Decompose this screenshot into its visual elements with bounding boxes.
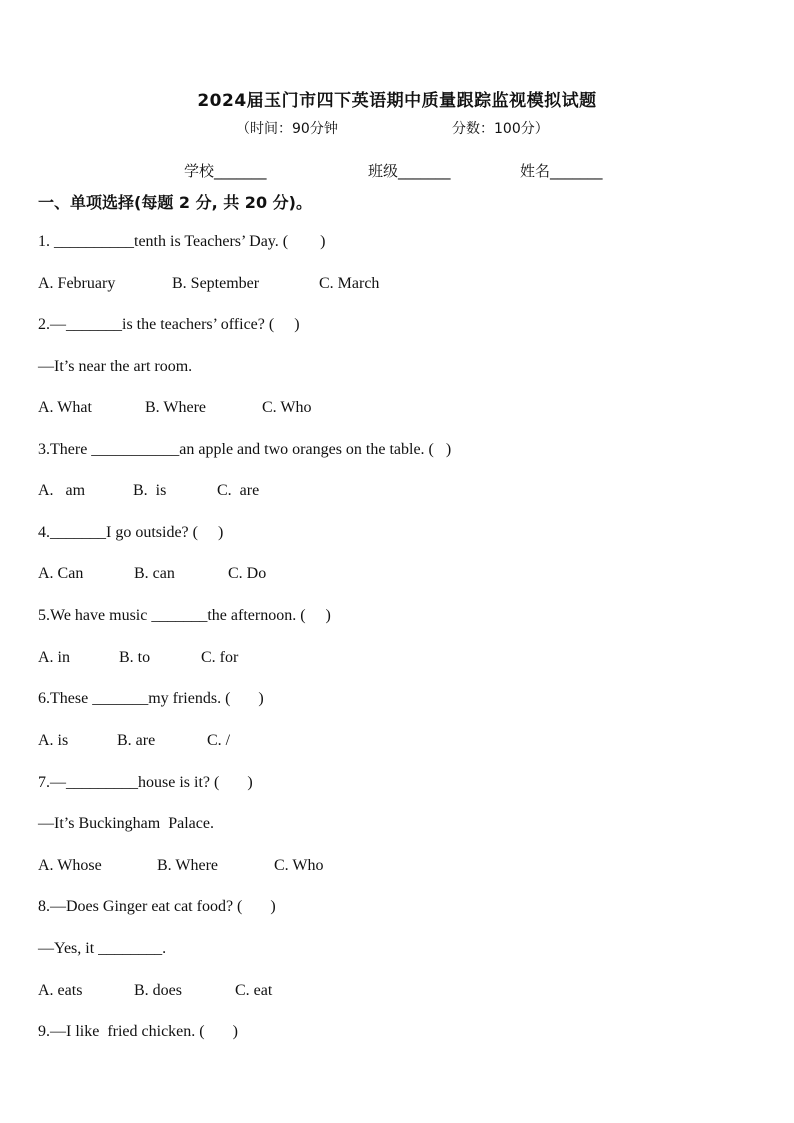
option-a[interactable]: A. Can bbox=[38, 565, 84, 582]
option-c[interactable]: C. for bbox=[201, 649, 239, 666]
option-a[interactable]: A. What bbox=[38, 399, 92, 416]
option-b[interactable]: B. September bbox=[172, 275, 260, 292]
option-a[interactable]: A. February bbox=[38, 275, 116, 292]
option-b[interactable]: B. Where bbox=[157, 857, 219, 874]
question-5-options bbox=[38, 649, 238, 667]
question-7-text: 7.—_________house is it? ( ) bbox=[38, 774, 253, 791]
page-title: 2024届玉门市四下英语期中质量跟踪监视模拟试题 bbox=[197, 91, 597, 111]
option-c[interactable]: C. March bbox=[319, 275, 380, 292]
question-3-text: 3.There ___________an apple and two oranges on the table. ( ) bbox=[38, 441, 452, 458]
question-5-text: 5.We have music _______the afternoon. ( ) bbox=[38, 607, 331, 624]
question-3-options bbox=[38, 482, 259, 500]
question-4-options bbox=[38, 565, 266, 583]
question-9-text: 9.—I like fried chicken. ( ) bbox=[38, 1023, 238, 1040]
question-4-text: 4._______I go outside? ( ) bbox=[38, 524, 224, 541]
option-b[interactable]: B. Where bbox=[145, 399, 207, 416]
question-6-options bbox=[38, 732, 230, 750]
total-score: 分数：100分） bbox=[452, 121, 549, 137]
option-b[interactable]: B. are bbox=[117, 732, 156, 749]
question-6-text: 6.These _______my friends. ( ) bbox=[38, 690, 264, 707]
time-limit: （时间：90分钟 bbox=[236, 121, 338, 137]
question-1-text: 1. __________tenth is Teachers’ Day. ( ) bbox=[38, 233, 326, 250]
section-heading: 一、单项选择(每题 2 分, 共 20 分)。 bbox=[38, 193, 312, 212]
class-field[interactable]: 班级_______ bbox=[368, 162, 451, 180]
option-c[interactable]: C. eat bbox=[235, 982, 273, 999]
option-c[interactable]: C. are bbox=[217, 482, 260, 499]
option-c[interactable]: C. / bbox=[207, 732, 231, 749]
option-a[interactable]: A. is bbox=[38, 732, 69, 749]
option-c[interactable]: C. Who bbox=[262, 399, 312, 416]
option-b[interactable]: B. can bbox=[134, 565, 175, 582]
option-b[interactable]: B. is bbox=[133, 482, 167, 499]
question-2-options bbox=[38, 399, 311, 417]
question-8-options bbox=[38, 982, 272, 1000]
question-2-answer-line: —It’s near the art room. bbox=[38, 358, 193, 375]
option-a[interactable]: A. in bbox=[38, 649, 70, 666]
question-7-answer-line: —It’s Buckingham Palace. bbox=[38, 815, 214, 832]
option-a[interactable]: A. am bbox=[38, 482, 86, 499]
school-field[interactable]: 学校_______ bbox=[184, 162, 267, 180]
option-c[interactable]: C. Who bbox=[274, 857, 324, 874]
option-c[interactable]: C. Do bbox=[228, 565, 267, 582]
name-field[interactable]: 姓名_______ bbox=[520, 162, 603, 180]
question-8-text: 8.—Does Ginger eat cat food? ( ) bbox=[38, 898, 276, 915]
question-1-options bbox=[38, 275, 379, 293]
option-a[interactable]: A. eats bbox=[38, 982, 83, 999]
question-2-text: 2.—_______is the teachers’ office? ( ) bbox=[38, 316, 300, 333]
option-b[interactable]: B. to bbox=[119, 649, 151, 666]
question-8-answer-line: —Yes, it ________. bbox=[38, 940, 167, 957]
option-b[interactable]: B. does bbox=[134, 982, 182, 999]
option-a[interactable]: A. Whose bbox=[38, 857, 102, 874]
question-7-options bbox=[38, 857, 323, 875]
